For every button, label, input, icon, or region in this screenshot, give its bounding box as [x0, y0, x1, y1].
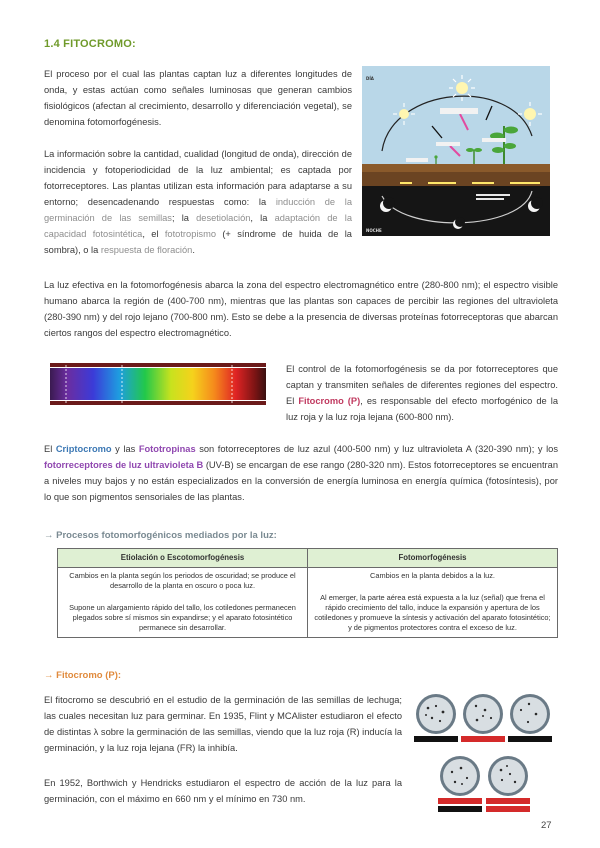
text: El control de la fotomorfogénesis se da por fotorreceptores que captan y transmiten señales de diferentes regiones del espectro. El [286, 364, 558, 406]
petri-dish-grid [414, 692, 552, 824]
spectrum-band [50, 368, 266, 400]
text: ; la [171, 213, 197, 223]
action-spectrum-paragraph: En 1952, Borthwich y Hendricks estudiaron el espectro de acción de la luz para la germinación, con el máximo en 660 nm y el mínimo en 730 nm. [44, 778, 402, 804]
text: , el [142, 229, 165, 239]
term-uvb-receptors: fotorreceptores de luz ultravioleta B [44, 460, 204, 470]
photoreceptor-paragraph [44, 146, 352, 258]
discovery-paragraph: El fitocromo se descubrió en el estudio de la germinación de las semillas de lechuga; las cuales necesitan luz para germinar. En 1935, Flint y MCAlister estudiaron el efecto de distintas λ sobre la germinación de las semillas, viendo que la luz roja (R) inducía la germinación, y la luz roja lejana (FR) la inhibía. [44, 695, 402, 753]
term-fototropinas: Fototropinas [138, 444, 196, 454]
cell-text: Cambios en la planta debidos a la luz. [370, 571, 495, 580]
petri-dish [461, 692, 505, 742]
table-header-etiolation: Etiolación o Escotomorfogénesis [58, 549, 308, 568]
response-flowering: respuesta de floración [100, 245, 193, 255]
page-number: 27 [541, 820, 552, 831]
spectrum-diagram [44, 363, 272, 407]
response-phototropism: fototropismo [164, 229, 216, 239]
petri-dish-figure [414, 692, 552, 824]
cell-text: Al emerger, la parte aérea está expuesta a la luz (señal) que frena el rápido crecimiento del tallo, induce la expansión y apertura de los cotiledones y promueve la síntesis y activación del aparato fotosintético; y de pigmentos protectores contra el exceso de luz. [314, 593, 551, 632]
night-label: NOCHE [366, 228, 382, 233]
petri-dish [438, 754, 482, 812]
text: y las [111, 444, 139, 454]
text: El [44, 444, 56, 454]
spacer [63, 591, 302, 603]
petri-dish [414, 692, 458, 742]
petri-dish [508, 692, 552, 742]
table-cell-photomorphogenesis [308, 568, 558, 638]
table-header-row [58, 549, 558, 568]
day-label: DÍA [366, 76, 374, 81]
section-photomorphogenic-processes: → Procesos fotomorfogénicos mediados por la luz: [44, 530, 277, 541]
table-header-photomorphogenesis: Fotomorfogénesis [308, 549, 558, 568]
cell-text: Cambios en la planta según los periodos de oscuridad; se produce el desarrollo de la planta en oscuro o poca luz. [69, 571, 296, 590]
table-cell-etiolation [58, 568, 308, 638]
comparison-table [57, 548, 558, 638]
text: . [192, 245, 195, 255]
spacer [313, 581, 552, 593]
cell-text: Supone un alargamiento rápido del tallo, los cotiledones permanecen plegados sobre sí mismos sin expandirse; y el aparato fotosintético permanece sin desarrollar. [69, 603, 296, 632]
day-night-diagram [362, 66, 550, 236]
response-photosynthetic: adaptación de la capacidad fotosintética [44, 213, 353, 239]
phytochrome-role-paragraph [286, 361, 558, 425]
term-criptocromo: Criptocromo [55, 444, 112, 454]
response-deetiolation: desetiolación [196, 213, 251, 223]
section-phytochrome: → Fitocromo (P): [44, 670, 122, 681]
spectrum-paragraph: La luz efectiva en la fotomorfogénesis abarca la zona del espectro electromagnético entre (280-800 nm); el espectro visible humano abarca la región de (400-700 nm), mientras que las plantas son capaces de percibir las regiones del ultravioleta (280-390 nm) y del rojo lejano (700-800 nm). Esto se debe a la presencia de diversas proteínas fotorreceptoras que abarcan ciertos rangos del espectro electromagnético. [44, 280, 558, 338]
response-germination: inducción de la germinación de las semillas [44, 197, 352, 223]
spectrum-figure [44, 363, 272, 407]
text: La información sobre la cantidad, cualidad (longitud de onda), dirección de incidencia y fotoperiodicidad de la luz ambiental; es captada por fotorreceptores. Las plantas utilizan esta información para adaptarse a su entorno; desencadenando respuestas como: la [44, 149, 352, 207]
term-fitocromo: Fitocromo (P) [298, 396, 361, 406]
table-row [58, 568, 558, 638]
text: , la [250, 213, 275, 223]
text: (UV-B) se encargan de ese rango (280-320 nm). Estos fotorreceptores se encuentran a niveles muy bajos y no están especializados en la conversión de energía luminosa en energía química (fotosíntesis), por lo que son pigmentos sensoriales de las plantas. [44, 460, 558, 502]
intro-paragraph: El proceso por el cual las plantas captan luz a diferentes longitudes de onda, y estas actúan como señales luminosas que generan cambios fisiológicos (afectan al crecimiento, desarrollo y diferenciación vegetal), se denomina fotomorfogénesis. [44, 69, 352, 127]
text: (+ síndrome de huida de la sombra), o la [44, 229, 352, 255]
text: , es responsable del efecto morfogénico de la luz roja y la luz roja lejana (600-800 nm). [286, 396, 558, 422]
day-night-cycle-figure [362, 66, 550, 236]
text: son fotorreceptores de luz azul (400-500 nm) y luz ultravioleta A (320-390 nm); y los [195, 444, 558, 454]
blue-light-receptors-paragraph [44, 441, 558, 505]
section-heading: 1.4 FITOCROMO: [44, 38, 136, 50]
petri-dish [486, 754, 530, 812]
